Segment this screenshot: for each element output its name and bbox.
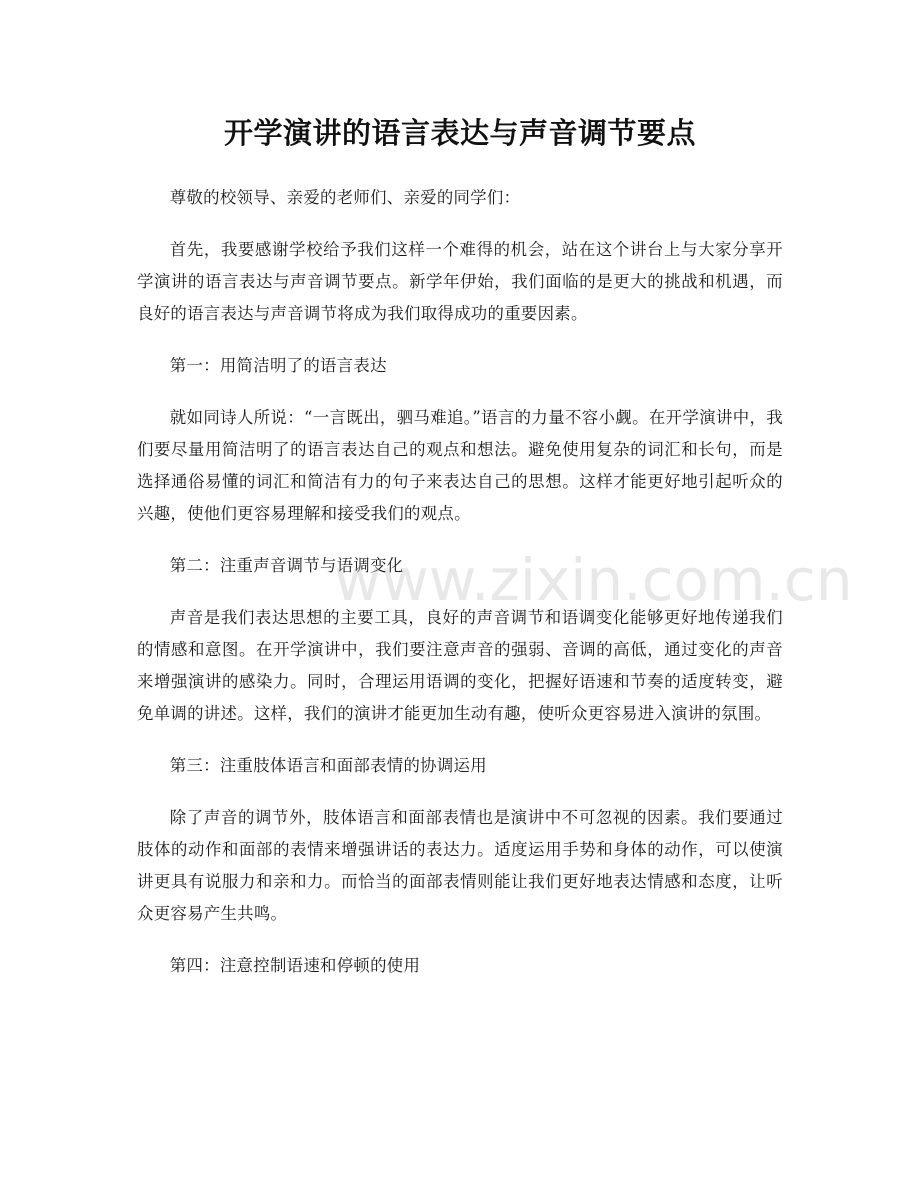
section-heading-1: 第一：用简洁明了的语言表达 <box>169 356 387 375</box>
section-body-3: 除了声音的调节外，肢体语言和面部表情也是演讲中不可忽视的因素。我们要通过肢体的动作和面部的表情来增强讲话的表达力。适度运用手势和身体的动作，可以使演讲更具有说服力和亲和力。而恰当的面部表情则能让我们更好地表达情感和态度，让听众更容易产生共鸣。 <box>137 808 783 923</box>
section-heading-3: 第三：注重肢体语言和面部表情的协调运用 <box>169 756 487 775</box>
document-title: 开学演讲的语言表达与声音调节要点 <box>223 116 696 150</box>
document-body <box>137 182 783 982</box>
section-heading-4: 第四：注意控制语速和停顿的使用 <box>169 956 421 975</box>
intro-paragraph: 首先，我要感谢学校给予我们这样一个难得的机会，站在这个讲台上与大家分享开学演讲的语言表达与声音调节要点。新学年伊始，我们面临的是更大的挑战和机遇，而良好的语言表达与声音调节将成为我们取得成功的重要因素。 <box>137 240 783 323</box>
watermark: www.zixin.com.cn <box>334 546 853 614</box>
section-body-1: 就如同诗人所说：“一言既出，驷马难追。”语言的力量不容小觑。在开学演讲中，我们要尽量用简洁明了的语言表达自己的观点和想法。避免使用复杂的词汇和长句，而是选择通俗易懂的词汇和简洁有力的句子来表达自己的思想。这样才能更好地引起听众的兴趣，使他们更容易理解和接受我们的观点。 <box>137 408 783 523</box>
section-body-2: 声音是我们表达思想的主要工具，良好的声音调节和语调变化能够更好地传递我们的情感和意图。在开学演讲中，我们要注意声音的强弱、音调的高低，通过变化的声音来增强演讲的感染力。同时，合理运用语调的变化，把握好语速和节奏的适度转变，避免单调的讲述。这样，我们的演讲才能更加生动有趣，使听众更容易进入演讲的氛围。 <box>137 608 783 723</box>
section-heading-2: 第二：注重声音调节与语调变化 <box>169 556 404 575</box>
salutation: 尊敬的校领导、亲爱的老师们、亲爱的同学们： <box>169 188 521 207</box>
